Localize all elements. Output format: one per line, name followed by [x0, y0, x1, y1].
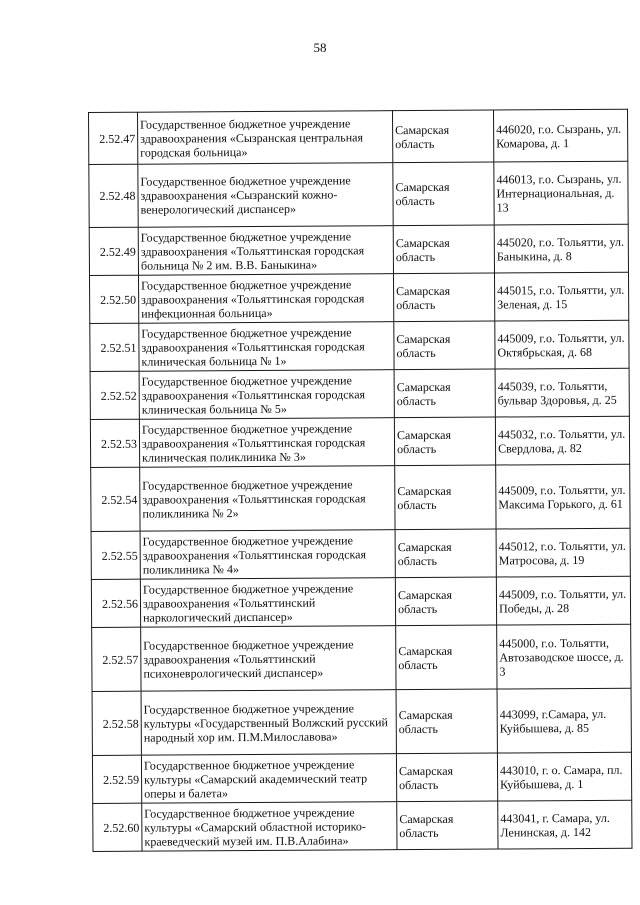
- institution-name-cell: Государственное бюджетное учреждение здравоохранения «Тольяттинская городская больница № 2 им. В.В. Баныкина»: [138, 226, 393, 276]
- region-cell: Самарская область: [397, 801, 498, 850]
- institution-name-cell: Государственное бюджетное учреждение культуры «Государственный Волжский русский народный хор им. П.М.Милославова»: [141, 690, 396, 756]
- row-number-cell: 2.52.56: [91, 579, 140, 627]
- address-cell: 445032, г.о. Тольятти, ул. Свердлова, д. 82: [495, 416, 629, 465]
- address-cell: 445012, г.о. Тольятти, ул. Матросова, д. 19: [496, 528, 630, 577]
- row-number-cell: 2.52.49: [89, 227, 138, 275]
- address-cell: 445009, г.о. Тольятти, ул. Победы, д. 28: [496, 576, 630, 625]
- table-row: [90, 368, 629, 419]
- institution-name-cell: Государственное бюджетное учреждение культуры «Самарский академический театр оперы и балета»: [141, 754, 396, 804]
- institution-name-cell: Государственное бюджетное учреждение здравоохранения «Тольяттинская городская клиническая поликлиника № 3»: [139, 418, 394, 468]
- institution-name-cell: Государственное бюджетное учреждение здравоохранения «Тольяттинская городская клиническая больница № 5»: [139, 370, 394, 420]
- registry-table-body: [89, 109, 633, 851]
- address-cell: 443041, г. Самара, ул. Ленинская, д. 142: [498, 800, 632, 849]
- institution-name-cell: Государственное бюджетное учреждение здравоохранения «Тольяттинский психоневрологический диспансер»: [141, 626, 396, 692]
- table-row: [89, 224, 628, 275]
- row-number-cell: 2.52.58: [92, 691, 141, 755]
- institution-name-cell: Государственное бюджетное учреждение здравоохранения «Тольяттинская городская клиническая больница № 1»: [139, 322, 394, 372]
- institution-name-cell: Государственное бюджетное учреждение здравоохранения «Сызранская центральная городская больница»: [138, 111, 393, 165]
- table-row: [89, 109, 628, 164]
- address-cell: 445020, г.о. Тольятти, ул. Баныкина, д. 8: [494, 224, 628, 273]
- row-number-cell: 2.52.51: [90, 323, 139, 371]
- row-number-cell: 2.52.48: [89, 164, 138, 227]
- region-cell: Самарская область: [393, 273, 494, 322]
- region-cell: Самарская область: [396, 625, 497, 690]
- row-number-cell: 2.52.52: [90, 371, 139, 419]
- institution-name-cell: Государственное бюджетное учреждение здравоохранения «Тольяттинская городская поликлиника № 2»: [140, 466, 395, 532]
- address-cell: 445009, г.о. Тольятти, ул. Максима Горького, д. 61: [496, 464, 630, 529]
- row-number-cell: 2.52.50: [89, 275, 138, 323]
- region-cell: Самарская область: [392, 110, 493, 163]
- region-cell: Самарская область: [396, 689, 497, 754]
- institution-name-cell: Государственное бюджетное учреждение культуры «Самарский областной историко-краеведческий музей им. П.В.Алабина»: [142, 802, 397, 852]
- table-row: [89, 272, 628, 323]
- table-row: [92, 752, 631, 803]
- row-number-cell: 2.52.53: [90, 419, 139, 467]
- region-cell: Самарская область: [395, 529, 496, 578]
- table-row: [91, 528, 630, 579]
- table-row: [91, 576, 630, 627]
- region-cell: Самарская область: [394, 369, 495, 418]
- address-cell: 445000, г.о. Тольятти, Автозаводское шоссе, д. 3: [497, 624, 631, 689]
- region-cell: Самарская область: [395, 465, 496, 530]
- table-row: [91, 464, 630, 531]
- row-number-cell: 2.52.47: [89, 112, 138, 164]
- address-cell: 446013, г.о. Сызрань, ул. Интернациональная, д. 13: [494, 161, 628, 225]
- address-cell: 445009, г.о. Тольятти, ул. Октябрьская, д. 68: [495, 320, 629, 369]
- row-number-cell: 2.52.59: [92, 755, 141, 803]
- address-cell: 446020, г.о. Сызрань, ул. Комарова, д. 1: [493, 109, 627, 162]
- region-cell: Самарская область: [394, 417, 495, 466]
- address-cell: 445015, г.о. Тольятти, ул. Зеленая, д. 15: [494, 272, 628, 321]
- page-number: 58: [313, 40, 327, 55]
- institution-name-cell: Государственное бюджетное учреждение здравоохранения «Тольяттинская городская поликлиника № 4»: [140, 530, 395, 580]
- region-cell: Самарская область: [393, 225, 494, 274]
- row-number-cell: 2.52.55: [91, 531, 140, 579]
- table-row: [93, 800, 632, 851]
- address-cell: 445039, г.о. Тольятти, бульвар Здоровья, д. 25: [495, 368, 629, 417]
- registry-table: [88, 109, 633, 852]
- institution-name-cell: Государственное бюджетное учреждение здравоохранения «Сызранский кожно-венерологический диспансер»: [138, 163, 393, 228]
- row-number-cell: 2.52.60: [93, 803, 142, 851]
- region-cell: Самарская область: [394, 321, 495, 370]
- address-cell: 443010, г. о. Самара, пл. Куйбышева, д. 1: [497, 752, 631, 801]
- region-cell: Самарская область: [395, 577, 496, 626]
- address-cell: 443099, г.Самара, ул. Куйбышева, д. 85: [497, 688, 631, 753]
- table-row: [92, 688, 631, 755]
- table-row: [90, 416, 629, 467]
- institution-name-cell: Государственное бюджетное учреждение здравоохранения «Тольяттинская городская инфекционная больница»: [138, 274, 393, 324]
- row-number-cell: 2.52.57: [92, 627, 141, 691]
- institution-name-cell: Государственное бюджетное учреждение здравоохранения «Тольяттинский наркологический диспансер»: [140, 578, 395, 628]
- region-cell: Самарская область: [396, 753, 497, 802]
- table-row: [90, 320, 629, 371]
- table-row: [92, 624, 631, 691]
- table-row: [89, 161, 628, 227]
- row-number-cell: 2.52.54: [91, 467, 140, 531]
- region-cell: Самарская область: [393, 162, 494, 226]
